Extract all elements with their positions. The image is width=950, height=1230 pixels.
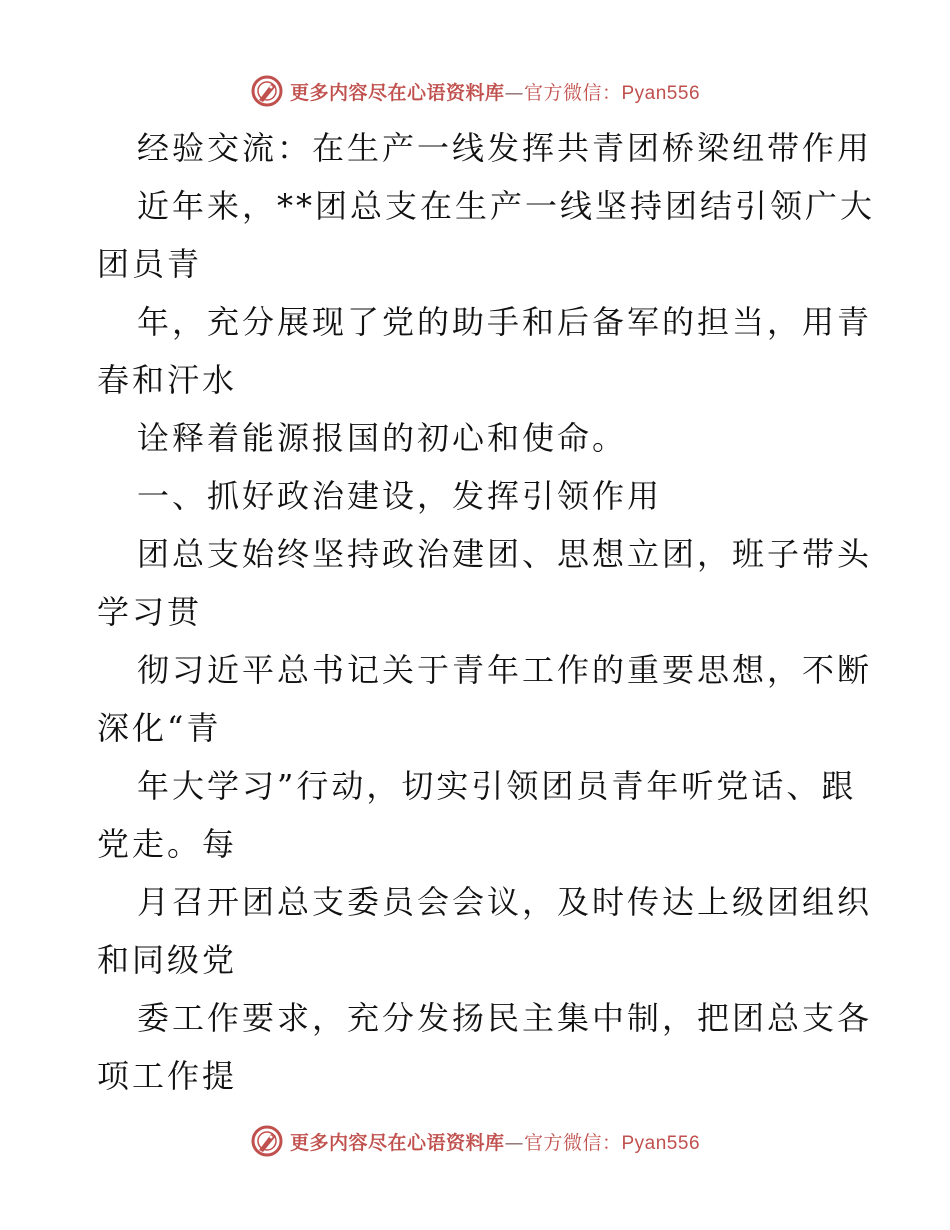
paragraph-line: 团员青 bbox=[97, 245, 203, 283]
watermark-wechat-id: Pyan556 bbox=[621, 82, 701, 104]
footer-watermark bbox=[0, 1121, 950, 1161]
watermark-text bbox=[290, 1128, 700, 1155]
pen-nib-circle-icon bbox=[250, 1124, 284, 1158]
paragraph-line: 项工作提 bbox=[97, 1057, 238, 1095]
watermark-wechat-label: 官方微信： bbox=[523, 1131, 622, 1154]
paragraph-line: 党走。每 bbox=[97, 825, 238, 863]
paragraph-line: 诠释着能源报国的初心和使命。 bbox=[137, 419, 628, 457]
watermark-dash: — bbox=[504, 81, 524, 104]
paragraph-line: 深化“青 bbox=[97, 709, 222, 747]
paragraph-line: 学习贯 bbox=[97, 593, 203, 631]
watermark-wechat-id: Pyan556 bbox=[621, 1132, 701, 1154]
header-watermark bbox=[0, 71, 950, 111]
watermark-text bbox=[290, 78, 700, 105]
pen-nib-circle-icon bbox=[250, 74, 284, 108]
watermark-dash: — bbox=[504, 1131, 524, 1154]
paragraph-line: 近年来，**团总支在生产一线坚持团结引领广大 bbox=[137, 187, 876, 225]
section-heading: 一、抓好政治建设，发挥引领作用 bbox=[137, 477, 663, 515]
paragraph-line: 年大学习”行动，切实引领团员青年听党话、跟 bbox=[137, 767, 857, 805]
document-title: 经验交流：在生产一线发挥共青团桥梁纽带作用 bbox=[137, 129, 873, 167]
watermark-brand: 更多内容尽在心语资料库 bbox=[289, 81, 505, 104]
paragraph-line: 委工作要求，充分发扬民主集中制，把团总支各 bbox=[137, 999, 873, 1037]
watermark-brand: 更多内容尽在心语资料库 bbox=[289, 1131, 505, 1154]
watermark-wechat-label: 官方微信： bbox=[523, 81, 622, 104]
paragraph-line: 和同级党 bbox=[97, 941, 238, 979]
paragraph-line: 彻习近平总书记关于青年工作的重要思想，不断 bbox=[137, 651, 873, 689]
document-body bbox=[97, 119, 876, 1105]
paragraph-line: 年，充分展现了党的助手和后备军的担当，用青 bbox=[137, 303, 873, 341]
paragraph-line: 月召开团总支委员会会议，及时传达上级团组织 bbox=[137, 883, 873, 921]
paragraph-line: 团总支始终坚持政治建团、思想立团，班子带头 bbox=[137, 535, 873, 573]
paragraph-line: 春和汗水 bbox=[97, 361, 238, 399]
